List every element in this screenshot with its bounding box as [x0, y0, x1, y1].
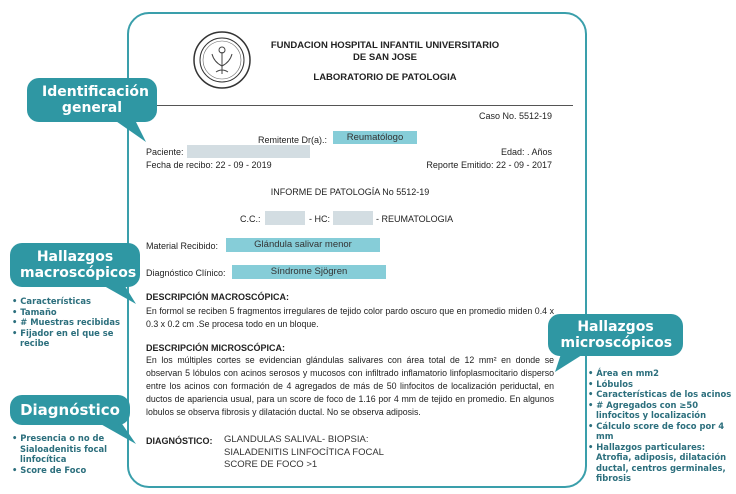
- bullet-item: • Características: [12, 296, 137, 307]
- service-label: - REUMATOLOGIA: [376, 214, 454, 224]
- bullet-item: • Fijador en el que se recibe: [12, 328, 137, 349]
- diagnosis-line: SIALADENITIS LINFOCÍTICA FOCAL: [224, 446, 384, 458]
- bullet-item: • Presencia o no de Sialoadenitis focal linfocítica: [12, 433, 127, 465]
- diagnosis-lines: [224, 434, 384, 472]
- material-label: Material Recibido:: [146, 241, 219, 251]
- institution-name: [250, 40, 520, 84]
- report-date: Reporte Emitido: 22 - 09 - 2017: [426, 160, 552, 170]
- header-divider: [148, 105, 573, 106]
- micro-bullets: [588, 368, 734, 484]
- bullet-item: • Cálculo score de foco por 4 mm: [588, 421, 734, 442]
- hc-redacted: [333, 211, 373, 225]
- bullet-item: • Lóbulos: [588, 379, 734, 390]
- bullet-item: • # Muestras recibidas: [12, 317, 137, 328]
- bullet-item: • Características de los acinos: [588, 389, 734, 400]
- clinical-dx-label: Diagnóstico Clínico:: [146, 268, 226, 278]
- hc-label: - HC:: [309, 214, 330, 224]
- macro-title: DESCRIPCIÓN MACROSCÓPICA:: [146, 292, 290, 302]
- macro-bullets: [12, 296, 137, 349]
- diagnosis-line: GLANDULAS SALIVAL- BIOPSIA:: [224, 434, 369, 445]
- cc-redacted: [265, 211, 305, 225]
- bullet-item: • Área en mm2: [588, 368, 734, 379]
- bullet-item: • Score de Foco: [12, 465, 127, 476]
- institution-line-1: FUNDACION HOSPITAL INFANTIL UNIVERSITARIO: [270, 40, 500, 51]
- patient-redacted: [187, 145, 310, 158]
- department-title: LABORATORIO DE PATOLOGIA: [313, 72, 457, 83]
- institution-line-2: DE SAN JOSE: [353, 52, 417, 63]
- callout-title: Hallazgos microscópicos: [560, 319, 673, 351]
- callout-macro: [10, 243, 140, 287]
- sender-value: Reumatólogo: [333, 131, 417, 144]
- clinical-dx-value: Síndrome Sjögren: [232, 265, 386, 279]
- bullet-item: • # Agregados con ≥50 linfocitos y localización: [588, 400, 734, 421]
- report-title: INFORME DE PATOLOGÍA No 5512-19: [270, 187, 430, 197]
- hospital-seal-logo: [192, 30, 252, 90]
- callout-title: Identificación general: [42, 84, 149, 116]
- age-label: Edad: . Años: [500, 147, 552, 157]
- bullet-item: • Hallazgos particulares: Atrofia, adiposis, dilatación ductal, centros germinales, fibrosis: [588, 442, 734, 484]
- micro-title: DESCRIPCIÓN MICROSCÓPICA:: [146, 343, 286, 353]
- diagnosis-line: SCORE DE FOCO >1: [224, 459, 318, 470]
- bullet-item: • Tamaño: [12, 307, 137, 318]
- micro-text: En los múltiples cortes se evidencian glándulas salivares con área total de 12 mm² en donde se observan 5 lóbulos con acinos serosos y mucosos con infiltrado inflamatorio linfoplasmocitario disperso entre los acinos con formación de 4 agregados de más de 50 linfocitos de localización periductal, en ductos de apariencia usual, para un score de foco de 1.16 por 4 mm de tejido en promedio. En algunos lobulos se observa fibrosis y dilatación ductal. No se observa adiposis.: [146, 355, 554, 417]
- macro-text: En formol se reciben 5 fragmentos irregulares de tejido color pardo oscuro que en promedio miden 0.4 x 0.3 x 0.2 cm .Se procesa todo en un bloque.: [146, 306, 554, 329]
- patient-label: Paciente:: [146, 147, 184, 157]
- diagnosis-bullets: [12, 433, 127, 475]
- material-value: Glándula salivar menor: [226, 238, 380, 252]
- callout-diagnosis: Diagnóstico: [10, 395, 130, 425]
- callout-micro: [548, 314, 683, 356]
- callout-title: Hallazgos macroscópicos: [20, 249, 137, 281]
- case-number: Caso No. 5512-19: [478, 111, 552, 121]
- cc-label: C.C.:: [240, 214, 261, 224]
- sender-label: Remitente Dr(a).:: [258, 135, 328, 145]
- callout-identification: [27, 78, 157, 122]
- diagnosis-title: DIAGNÓSTICO:: [146, 436, 213, 446]
- received-date: Fecha de recibo: 22 - 09 - 2019: [146, 160, 272, 170]
